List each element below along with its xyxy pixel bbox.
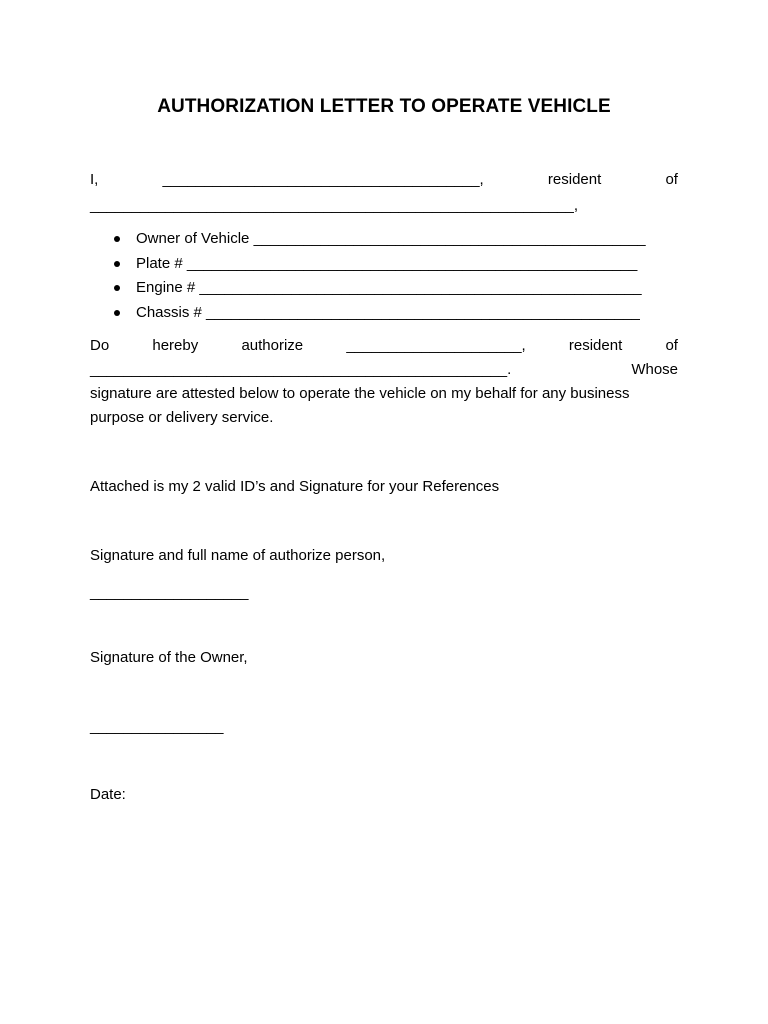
owner-signature-blank: ________________ [90,718,224,735]
authorized-signature-blank: ___________________ [90,584,249,601]
owner-signature-label: Signature of the Owner, [90,649,248,666]
field-blank: _______________________________________________ [253,230,646,247]
owner-address-blank: __________________________________________________________, [90,197,579,214]
field-blank: ______________________________________________________ [186,254,638,272]
field-blank: _____________________________________________________ [199,279,642,296]
word-whose: Whose [631,361,678,378]
intro-of: of [665,171,678,188]
authorize-line-2 [90,360,678,380]
field-blank: ____________________________________________________ [206,303,640,321]
date-label: Date: [90,786,126,803]
authorized-name-blank: _____________________, [346,337,526,354]
authorize-line-1 [90,336,678,356]
field-label: Engine # [136,279,200,296]
authorized-signature-label: Signature and full name of authorize person, [90,547,386,564]
authorized-address-blank: __________________________________________________. [90,361,512,378]
vehicle-field-plate [110,254,646,279]
document-title: AUTHORIZATION LETTER TO OPERATE VEHICLE [157,96,611,117]
intro-resident: resident [547,171,602,188]
word-authorize: authorize [241,337,304,354]
field-label: Plate # [136,254,187,272]
authorize-line-4: purpose or delivery service. [90,409,274,426]
intro-line-1 [90,170,678,190]
field-label: Owner of Vehicle [136,230,254,247]
word-of: of [665,337,678,354]
vehicle-field-engine [110,278,646,303]
vehicle-field-owner [110,229,646,254]
attached-statement: Attached is my 2 valid ID’s and Signature for your References [90,478,500,495]
authorize-line-3: signature are attested below to operate the vehicle on my behalf for any business [90,385,630,402]
intro-pronoun: I, [90,171,99,188]
word-hereby: hereby [152,337,199,354]
vehicle-field-chassis [110,303,646,328]
vehicle-details-list [110,229,646,327]
owner-name-blank: ______________________________________, [162,171,484,188]
word-resident: resident [568,337,623,354]
field-label: Chassis # [136,303,207,321]
word-do: Do [90,337,110,354]
